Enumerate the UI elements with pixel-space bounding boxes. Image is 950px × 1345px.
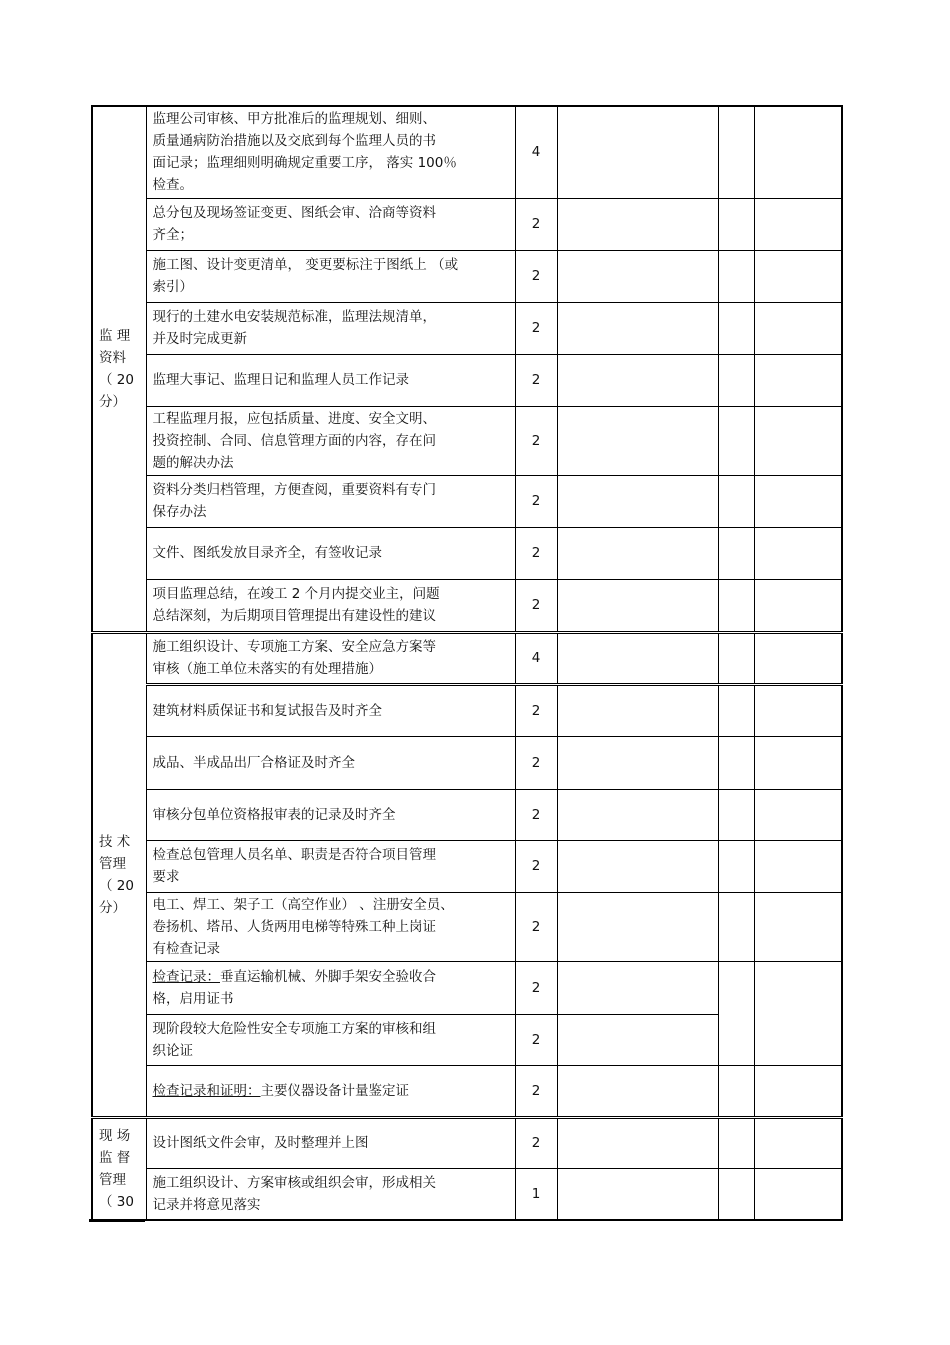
- score-cell: 2: [515, 302, 557, 354]
- blank-cell: [754, 1168, 842, 1220]
- score-cell: 2: [515, 527, 557, 579]
- item-cell: 施工组织设计、方案审核或组织会审，形成相关 记录并将意见落实: [146, 1168, 515, 1220]
- blank-cell: [718, 1168, 754, 1220]
- table-row: [92, 527, 842, 579]
- table-row: [92, 961, 842, 1014]
- blank-cell: [718, 684, 754, 736]
- item-cell: 电工、焊工、架子工（高空作业） 、注册安全员、 卷扬机、塔吊、人货两用电梯等特殊工种上岗证 有检查记录: [146, 892, 515, 961]
- blank-cell: [754, 684, 842, 736]
- blank-cell: [754, 302, 842, 354]
- table-row: [92, 789, 842, 840]
- blank-cell: [557, 475, 718, 527]
- score-cell: 4: [515, 106, 557, 198]
- item-cell: 检查记录：垂直运输机械、外脚手架安全验收合 格，启用证书: [146, 961, 515, 1014]
- table-row: [92, 684, 842, 736]
- item-cell: 现阶段较大危险性安全专项施工方案的审核和组 织论证: [146, 1014, 515, 1065]
- item-cell: 检查记录和证明：主要仪器设备计量鉴定证: [146, 1065, 515, 1117]
- blank-cell: [557, 632, 718, 684]
- score-cell: 2: [515, 579, 557, 632]
- item-cell: 监理公司审核、甲方批准后的监理规划、细则、 质量通病防治措施以及交底到每个监理人员的书 面记录；监理细则明确规定重要工序， 落实 100％ 检查。: [146, 106, 515, 198]
- score-cell: 2: [515, 1065, 557, 1117]
- blank-cell: [557, 789, 718, 840]
- blank-cell: [557, 579, 718, 632]
- blank-cell: [557, 840, 718, 892]
- blank-cell: [718, 1117, 754, 1168]
- item-cell: 工程监理月报，应包括质量、进度、安全文明、 投资控制、合同、信息管理方面的内容，存在问 题的解决办法: [146, 406, 515, 475]
- item-cell: 现行的土建水电安装规范标准，监理法规清单， 并及时完成更新: [146, 302, 515, 354]
- blank-cell: [754, 198, 842, 250]
- table-row: [92, 1117, 842, 1168]
- blank-cell: [754, 789, 842, 840]
- blank-cell: [754, 961, 842, 1065]
- blank-cell: [718, 961, 754, 1065]
- table-row: [92, 736, 842, 789]
- table-row: [92, 475, 842, 527]
- item-cell: 成品、半成品出厂合格证及时齐全: [146, 736, 515, 789]
- table-row: [92, 1168, 842, 1220]
- item-cell: 资料分类归档管理，方便查阅，重要资料有专门 保存办法: [146, 475, 515, 527]
- blank-cell: [754, 250, 842, 302]
- blank-cell: [718, 406, 754, 475]
- blank-cell: [754, 106, 842, 198]
- score-cell: 2: [515, 961, 557, 1014]
- item-cell: 审核分包单位资格报审表的记录及时齐全: [146, 789, 515, 840]
- table-row: [92, 354, 842, 406]
- blank-cell: [718, 579, 754, 632]
- blank-cell: [557, 406, 718, 475]
- table-row: [92, 632, 842, 684]
- blank-cell: [557, 198, 718, 250]
- evaluation-table: [91, 105, 843, 1221]
- score-cell: 2: [515, 354, 557, 406]
- item-cell: 总分包及现场签证变更、图纸会审、洽商等资料 齐全；: [146, 198, 515, 250]
- table-row: [92, 250, 842, 302]
- blank-cell: [754, 840, 842, 892]
- table-row: [92, 1065, 842, 1117]
- blank-cell: [557, 527, 718, 579]
- score-cell: 2: [515, 892, 557, 961]
- blank-cell: [718, 475, 754, 527]
- bottom-rule: [89, 1219, 145, 1222]
- blank-cell: [754, 632, 842, 684]
- underlined-label: 检查记录和证明：: [152, 1082, 261, 1099]
- blank-cell: [718, 250, 754, 302]
- blank-cell: [557, 106, 718, 198]
- blank-cell: [718, 302, 754, 354]
- blank-cell: [557, 354, 718, 406]
- blank-cell: [557, 892, 718, 961]
- blank-cell: [754, 736, 842, 789]
- score-cell: 1: [515, 1168, 557, 1220]
- score-cell: 2: [515, 684, 557, 736]
- blank-cell: [557, 736, 718, 789]
- blank-cell: [754, 1065, 842, 1117]
- blank-cell: [718, 106, 754, 198]
- table-row: [92, 840, 842, 892]
- blank-cell: [718, 1065, 754, 1117]
- score-cell: 2: [515, 840, 557, 892]
- table-row: [92, 579, 842, 632]
- blank-cell: [557, 1014, 718, 1065]
- category-cell: 技 术 管理 （ 20 分）: [92, 632, 146, 1117]
- category-cell: 监 理 资料 （ 20 分）: [92, 106, 146, 632]
- score-cell: 4: [515, 632, 557, 684]
- table-row: [92, 106, 842, 198]
- score-cell: 2: [515, 789, 557, 840]
- score-cell: 2: [515, 250, 557, 302]
- blank-cell: [557, 961, 718, 1014]
- blank-cell: [557, 1065, 718, 1117]
- item-cell: 文件、图纸发放目录齐全，有签收记录: [146, 527, 515, 579]
- blank-cell: [557, 684, 718, 736]
- blank-cell: [754, 1117, 842, 1168]
- score-cell: 2: [515, 736, 557, 789]
- table-row: [92, 302, 842, 354]
- blank-cell: [754, 892, 842, 961]
- blank-cell: [557, 1168, 718, 1220]
- item-cell: 设计图纸文件会审，及时整理并上图: [146, 1117, 515, 1168]
- blank-cell: [718, 354, 754, 406]
- blank-cell: [557, 302, 718, 354]
- blank-cell: [754, 527, 842, 579]
- item-cell: 施工组织设计、专项施工方案、安全应急方案等 审核（施工单位未落实的有处理措施）: [146, 632, 515, 684]
- item-cell: 项目监理总结，在竣工 2 个月内提交业主，问题 总结深刻，为后期项目管理提出有建设性的建议: [146, 579, 515, 632]
- score-cell: 2: [515, 1117, 557, 1168]
- item-cell: 监理大事记、监理日记和监理人员工作记录: [146, 354, 515, 406]
- item-cell: 施工图、设计变更清单， 变更要标注于图纸上 （或 索引）: [146, 250, 515, 302]
- score-cell: 2: [515, 198, 557, 250]
- table-row: [92, 892, 842, 961]
- table-row: [92, 406, 842, 475]
- score-cell: 2: [515, 1014, 557, 1065]
- blank-cell: [718, 632, 754, 684]
- blank-cell: [718, 892, 754, 961]
- blank-cell: [754, 475, 842, 527]
- score-cell: 2: [515, 475, 557, 527]
- underlined-label: 检查记录：: [152, 968, 220, 985]
- blank-cell: [754, 354, 842, 406]
- blank-cell: [718, 840, 754, 892]
- blank-cell: [754, 579, 842, 632]
- blank-cell: [718, 736, 754, 789]
- blank-cell: [718, 527, 754, 579]
- blank-cell: [557, 250, 718, 302]
- category-cell: 现 场 监 督 管理 （ 30: [92, 1117, 146, 1220]
- blank-cell: [718, 198, 754, 250]
- item-cell: 检查总包管理人员名单、职责是否符合项目管理 要求: [146, 840, 515, 892]
- item-cell: 建筑材料质保证书和复试报告及时齐全: [146, 684, 515, 736]
- table-row: [92, 198, 842, 250]
- blank-cell: [718, 789, 754, 840]
- score-cell: 2: [515, 406, 557, 475]
- blank-cell: [557, 1117, 718, 1168]
- blank-cell: [754, 406, 842, 475]
